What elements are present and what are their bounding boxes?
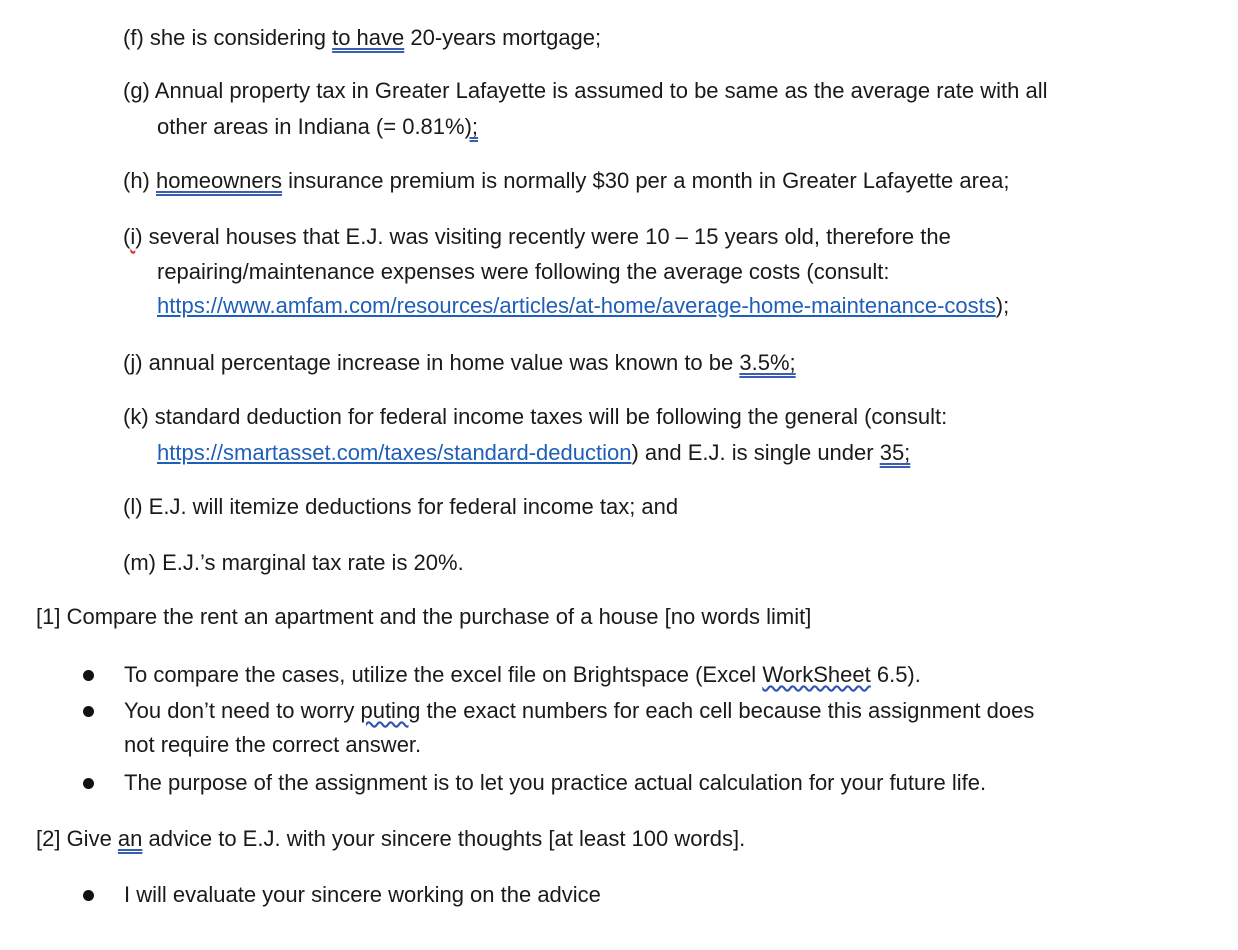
item-m: (m) E.J.’s marginal tax rate is 20%.: [123, 550, 464, 575]
section1-bullet2-line1: [124, 693, 1034, 728]
item-j: [123, 345, 796, 380]
amfam-link[interactable]: https://www.amfam.com/resources/articles/at-home/average-home-maintenance-costs: [157, 293, 996, 318]
grammar-flag[interactable]: WorkSheet: [762, 662, 871, 687]
section1-bullet1: [124, 657, 921, 692]
section2-heading-end: advice to E.J. with your sincere thoughts [at least 100 words].: [142, 826, 746, 851]
item-k-line2: [157, 435, 910, 470]
section1-heading: [1] Compare the rent an apartment and the purchase of a house [no words limit]: [36, 604, 812, 629]
item-f: [123, 20, 601, 55]
item-g-line1: (g) Annual property tax in Greater Lafayette is assumed to be same as the average rate with all: [123, 78, 1048, 103]
section1-bullet2-line2: not require the correct answer.: [124, 732, 422, 757]
section2-heading: [36, 821, 745, 856]
item-h: [123, 163, 1010, 198]
item-i-end: );: [995, 293, 1010, 318]
grammar-flag[interactable]: puting: [360, 698, 421, 723]
grammar-flag[interactable]: 35;: [879, 440, 911, 465]
bullet-icon: [83, 670, 94, 681]
item-g-line2: [157, 109, 478, 144]
section2-heading-start: [2] Give: [36, 826, 118, 851]
item-i-text: ) several houses that E.J. was visiting recently were 10 – 15 years old, therefore the: [135, 224, 951, 249]
spelling-flag[interactable]: i: [130, 224, 136, 249]
item-g-text: other areas in Indiana (= 0.81%: [157, 114, 465, 139]
bullet-icon: [83, 778, 94, 789]
item-l: (l) E.J. will itemize deductions for federal income tax; and: [123, 494, 679, 519]
grammar-flag[interactable]: homeowners: [156, 168, 282, 193]
item-i-line1: [123, 219, 951, 254]
item-k-line1: (k) standard deduction for federal income taxes will be following the general (consult:: [123, 404, 948, 429]
grammar-flag[interactable]: to have: [332, 25, 405, 50]
grammar-flag[interactable]: 3.5%;: [739, 350, 796, 375]
item-i-line3: [157, 288, 1009, 323]
smartasset-link[interactable]: https://smartasset.com/taxes/standard-deduction: [157, 440, 632, 465]
item-f-text-end: 20-years mortgage;: [404, 25, 602, 50]
item-i-paren: (: [123, 224, 131, 249]
grammar-flag[interactable]: an: [117, 826, 143, 851]
grammar-flag[interactable]: );: [464, 114, 479, 139]
item-f-text: (f) she is considering: [123, 25, 333, 50]
item-j-text: (j) annual percentage increase in home value was known to be: [123, 350, 740, 375]
item-h-label: (h): [123, 168, 156, 193]
section2-bullet1: I will evaluate your sincere working on the advice: [124, 882, 601, 907]
bullet1-text-end: 6.5).: [870, 662, 921, 687]
item-h-text: insurance premium is normally $30 per a month in Greater Lafayette area;: [281, 168, 1010, 193]
bullet1-text: To compare the cases, utilize the excel file on Brightspace (Excel: [124, 662, 763, 687]
bullet2-text: You don’t need to worry: [124, 698, 361, 723]
item-k-text: ) and E.J. is single under: [631, 440, 880, 465]
bullet-icon: [83, 706, 94, 717]
bullet-icon: [83, 890, 94, 901]
section1-bullet3: The purpose of the assignment is to let you practice actual calculation for your future life.: [124, 770, 987, 795]
item-i-line2: repairing/maintenance expenses were following the average costs (consult:: [157, 259, 890, 284]
bullet2-text-end: the exact numbers for each cell because this assignment does: [420, 698, 1035, 723]
